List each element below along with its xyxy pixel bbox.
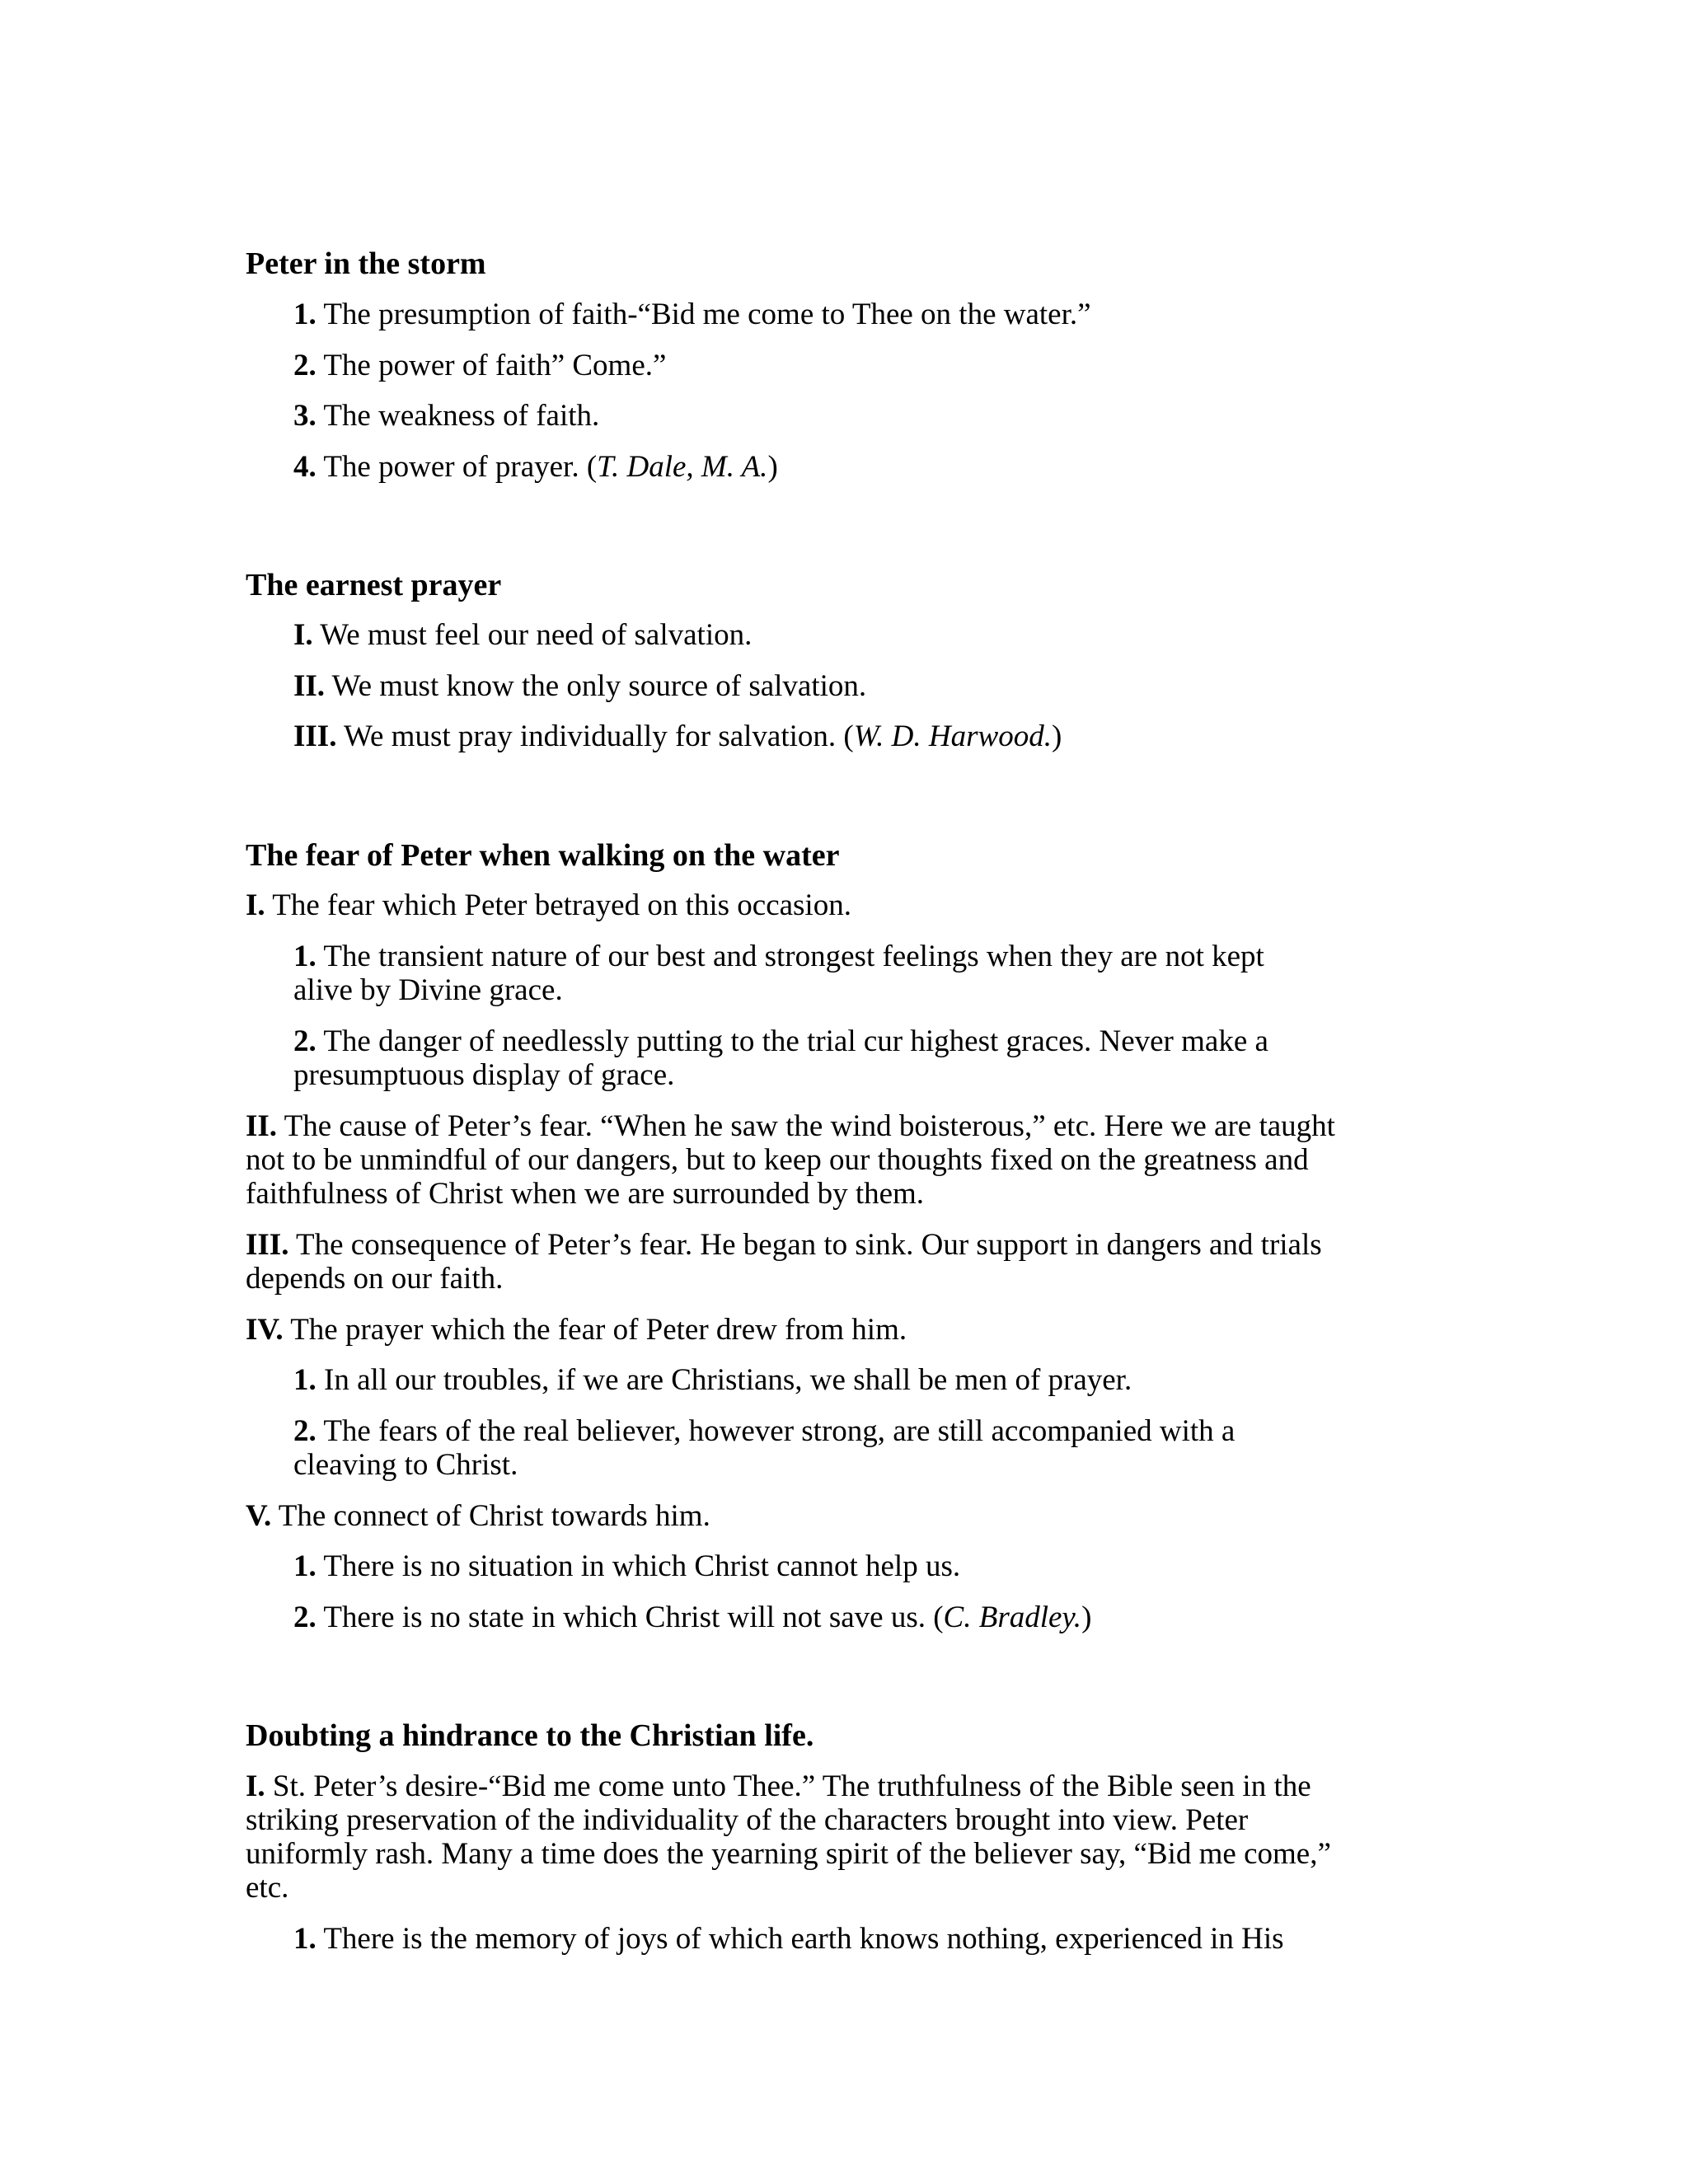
list-item xyxy=(293,940,1264,974)
item-number: II. xyxy=(293,669,326,703)
item-number: 1. xyxy=(293,1363,316,1397)
list-item xyxy=(293,1363,1132,1398)
list-item xyxy=(293,1024,1268,1059)
item-number: 4. xyxy=(293,450,316,484)
list-item-continuation: striking preservation of the individuality of the characters brought into view. Peter xyxy=(246,1803,1249,1837)
item-number: III. xyxy=(293,719,337,753)
item-number: 2. xyxy=(293,349,316,382)
item-text: The cause of Peter’s fear. “When he saw the wind boisterous,” etc. Here we are taught xyxy=(277,1109,1335,1143)
item-text: The danger of needlessly putting to the trial cur highest graces. Never make a xyxy=(316,1024,1268,1058)
item-text: There is no situation in which Christ cannot help us. xyxy=(316,1549,961,1583)
list-item xyxy=(246,888,851,923)
list-item xyxy=(246,1769,1311,1804)
item-number: 2. xyxy=(293,1601,316,1634)
item-number: 1. xyxy=(293,1922,316,1956)
item-number: 3. xyxy=(293,399,316,433)
list-item-continuation: etc. xyxy=(246,1871,289,1905)
list-item-continuation: depends on our faith. xyxy=(246,1262,504,1296)
item-number: I. xyxy=(246,888,265,922)
item-text: The fear which Peter betrayed on this occasion. xyxy=(265,888,851,922)
citation: W. D. Harwood. xyxy=(853,719,1052,753)
list-item-continuation: uniformly rash. Many a time does the yearning spirit of the believer say, “Bid me come,” xyxy=(246,1837,1331,1871)
list-item xyxy=(293,618,752,653)
item-text: We must know the only source of salvation. xyxy=(325,669,867,703)
item-number: IV. xyxy=(246,1313,284,1347)
citation-close: ) xyxy=(1081,1601,1092,1634)
item-number: III. xyxy=(246,1228,289,1262)
item-text: The consequence of Peter’s fear. He began to sink. Our support in dangers and trials xyxy=(288,1228,1322,1262)
citation: T. Dale, M. A. xyxy=(597,450,768,484)
list-item xyxy=(246,1109,1335,1144)
list-item xyxy=(246,1499,710,1534)
item-text: The weakness of faith. xyxy=(316,399,600,433)
list-item-continuation: alive by Divine grace. xyxy=(293,973,563,1007)
list-item xyxy=(246,1313,907,1347)
item-text: We must pray individually for salvation. ( xyxy=(336,719,854,753)
item-text: The transient nature of our best and strongest feelings when they are not kept xyxy=(316,940,1264,973)
item-text: There is the memory of joys of which earth knows nothing, experienced in His xyxy=(316,1922,1284,1956)
list-item-continuation: not to be unmindful of our dangers, but to keep our thoughts fixed on the greatness and xyxy=(246,1143,1309,1177)
list-item xyxy=(293,1414,1235,1449)
item-text: The power of faith” Come.” xyxy=(316,349,667,382)
section-heading: The earnest prayer xyxy=(246,568,502,602)
item-text: The prayer which the fear of Peter drew from him. xyxy=(283,1313,907,1347)
item-number: 1. xyxy=(293,940,316,973)
item-number: I. xyxy=(293,618,313,652)
list-item-continuation: presumptuous display of grace. xyxy=(293,1058,675,1092)
item-number: 2. xyxy=(293,1024,316,1058)
list-item-continuation: cleaving to Christ. xyxy=(293,1448,518,1482)
list-item xyxy=(293,719,1062,754)
item-text: The presumption of faith-“Bid me come to Thee on the water.” xyxy=(316,298,1091,331)
list-item xyxy=(293,1601,1091,1635)
list-item xyxy=(293,1549,960,1584)
citation: C. Bradley. xyxy=(943,1601,1082,1634)
item-number: I. xyxy=(246,1769,265,1803)
item-text: In all our troubles, if we are Christians, we shall be men of prayer. xyxy=(316,1363,1132,1397)
item-number: 1. xyxy=(293,1549,316,1583)
item-text: The connect of Christ towards him. xyxy=(271,1499,710,1533)
item-text: The fears of the real believer, however strong, are still accompanied with a xyxy=(316,1414,1236,1448)
item-text: We must feel our need of salvation. xyxy=(312,618,753,652)
item-text: The power of prayer. ( xyxy=(316,450,598,484)
list-item xyxy=(246,1228,1322,1263)
item-number: V. xyxy=(246,1499,272,1533)
citation-close: ) xyxy=(767,450,778,484)
list-item xyxy=(293,669,866,704)
item-text: St. Peter’s desire-“Bid me come unto Thee.” The truthfulness of the Bible seen in the xyxy=(265,1769,1311,1803)
item-number: II. xyxy=(246,1109,278,1143)
section-heading: The fear of Peter when walking on the water xyxy=(246,838,840,873)
item-number: 1. xyxy=(293,298,316,331)
list-item xyxy=(293,349,666,383)
citation-close: ) xyxy=(1051,719,1062,753)
list-item xyxy=(293,298,1091,332)
list-item xyxy=(293,399,599,434)
section-heading: Doubting a hindrance to the Christian life. xyxy=(246,1718,814,1753)
list-item xyxy=(293,1922,1284,1957)
list-item-continuation: faithfulness of Christ when we are surrounded by them. xyxy=(246,1177,925,1211)
item-number: 2. xyxy=(293,1414,316,1448)
item-text: There is no state in which Christ will not save us. ( xyxy=(316,1601,944,1634)
section-heading: Peter in the storm xyxy=(246,246,486,281)
list-item xyxy=(293,450,778,485)
